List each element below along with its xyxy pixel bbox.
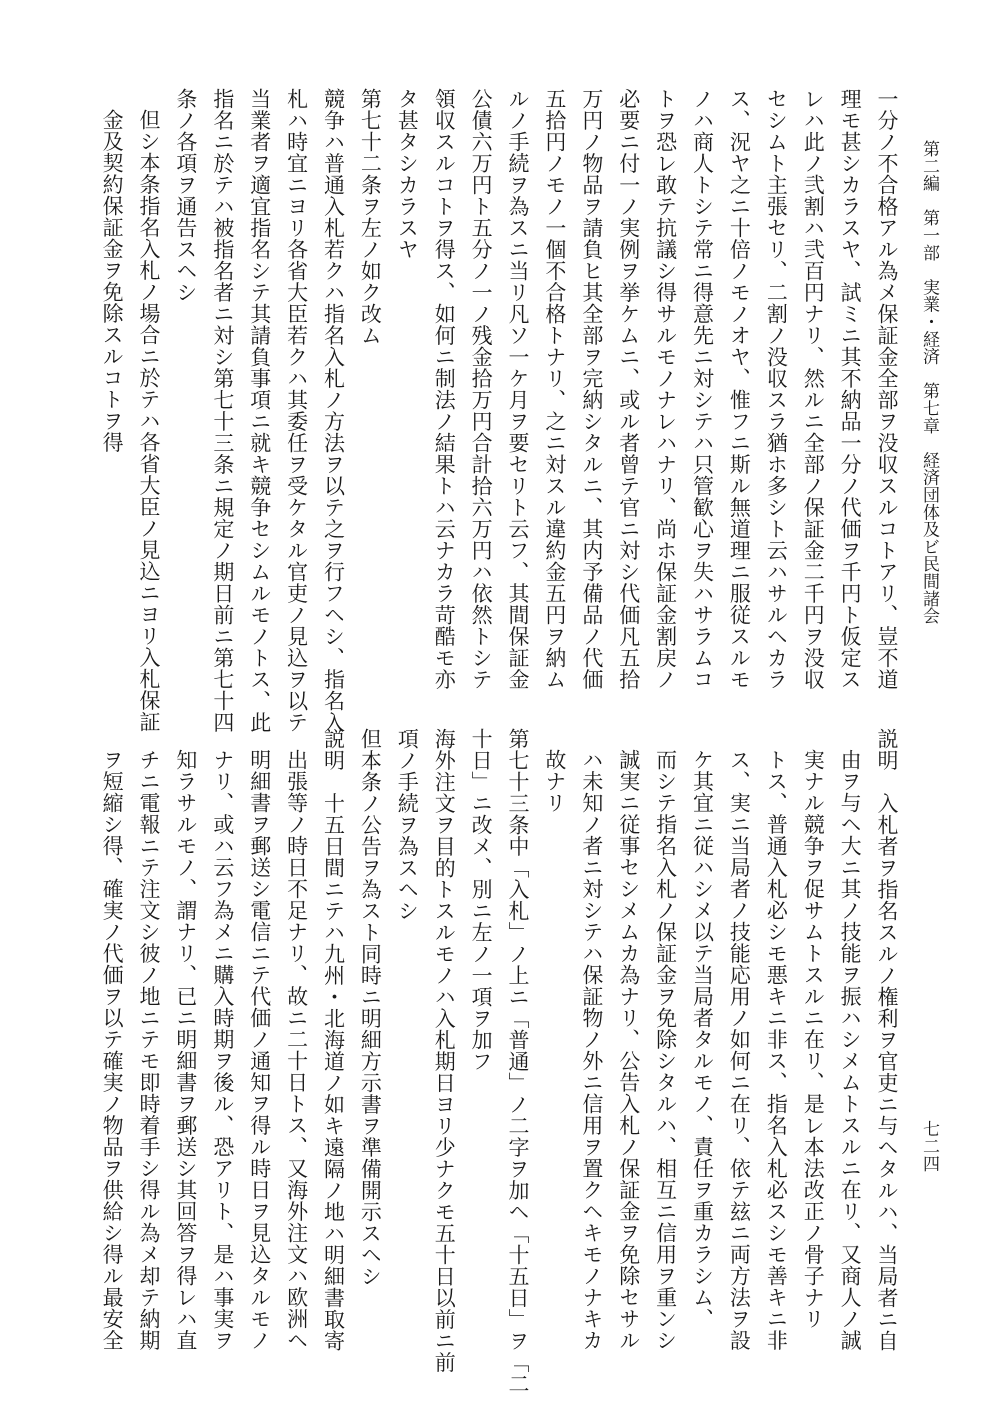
text-column: ナリ、或ハ云フ為メニ購入時期ヲ後ル、恐アリト、是ハ事実ヲ	[210, 749, 235, 1351]
text-column: 説明 入札者ヲ指名スルノ権利ヲ官吏ニ与ヘタルハ、当局者ニ自	[875, 728, 899, 1352]
text-column: 項ノ手続ヲ為スヘシ	[395, 728, 420, 922]
running-header: 第二編 第一部 実業・経済 第七章 経済団体及ビ民間諸会	[919, 140, 939, 625]
text-column: ヲ短縮シ得、確実ノ代価ヲ以テ確実ノ物品ヲ供給シ得ル最安全	[100, 749, 125, 1351]
text-column: チニ電報ニテ注文シ彼ノ地ニテモ即時着手シ得ル為メ却テ納期	[137, 749, 161, 1351]
text-column: 説明 十五日間ニテハ九州・北海道ノ如キ遠隔ノ地ハ明細書取寄	[321, 728, 346, 1352]
text-column: 指名ニ於テハ被指名者ニ対シ第七十三条ニ規定ノ期日前ニ第七十四	[210, 88, 235, 733]
text-column: ノハ商人トシテ常ニ得意先ニ対シテハ只管歓心ヲ失ハサラムコ	[690, 88, 715, 690]
text-column: ス、況ヤ之ニ十倍ノモノオヤ、惟フニ斯ル無道理ニ服従スルモ	[727, 88, 752, 690]
text-column: 当業者ヲ適宜指名シテ其請負事項ニ就キ競争セシムルモノトス、此	[247, 88, 272, 733]
text-column: ルノ手続ヲ為スニ当リ凡ソ一ケ月ヲ要セリト云フ、其間保証金	[506, 88, 530, 690]
text-column: 十日」ニ改メ、別ニ左ノ一項ヲ加フ	[469, 728, 494, 1072]
text-column: ハ未知ノ者ニ対シテハ保証物ノ外ニ信用ヲ置クヘキモノナキカ	[579, 749, 604, 1351]
text-column: 誠実ニ従事セシメムカ為ナリ、公告入札ノ保証金ヲ免除セサル	[616, 749, 641, 1351]
text-column: 五拾円ノモノ一個不合格トナリ、之ニ対スル違約金五円ヲ納ム	[542, 88, 567, 690]
text-column: レハ此ノ弐割ハ弐百円ナリ、然ルニ全部ノ保証金二千円ヲ没収	[801, 88, 826, 690]
text-column: 必要ニ付一ノ実例ヲ挙ケムニ、或ル者曾テ官ニ対シ代価凡五拾	[616, 88, 641, 690]
text-column: 由ヲ与ヘ大ニ其ノ技能ヲ振ハシメムトスルニ在リ、又商人ノ誠	[838, 749, 863, 1351]
text-column: 故ナリ	[542, 749, 567, 814]
text-column: タ甚タシカラスヤ	[395, 88, 420, 260]
text-column: 一分ノ不合格アル為メ保証金全部ヲ没収スルコトアリ、豈不道	[875, 88, 899, 690]
text-column: 第七十二条ヲ左ノ如ク改ム	[358, 88, 383, 346]
text-column: 札ハ時宜ニヨリ各省大臣若クハ其委任ヲ受ケタル官吏ノ見込ヲ以テ	[284, 88, 309, 733]
text-column: 条ノ各項ヲ通告スヘシ	[173, 88, 198, 303]
text-column: セシムト主張セリ、二割ノ没収スラ猶ホ多シト云ハサルヘカラ	[764, 88, 789, 690]
text-column: トス、普通入札必シモ悪キニ非ス、指名入札必スシモ善キニ非	[764, 749, 789, 1351]
page-number: 七二四	[919, 1120, 939, 1173]
text-column: 金及契約保証金ヲ免除スルコトヲ得	[100, 109, 125, 453]
text-column: 公債六万円ト五分ノ一ノ残金拾万円合計拾六万円ハ依然トシテ	[469, 88, 494, 690]
text-column: ケ其宜ニ従ハシメ以テ当局者タルモノ、責任ヲ重カラシム、	[690, 749, 715, 1330]
text-column: トヲ恐レ敢テ抗議シ得サルモノナレハナリ、尚ホ保証金割戻ノ	[653, 88, 678, 690]
text-column: 明細書ヲ郵送シ電信ニテ代価ノ通知ヲ得ル時日ヲ見込タルモノ	[247, 749, 272, 1351]
text-column: 但本条ノ公告ヲ為スト同時ニ明細方示書ヲ準備開示スヘシ	[358, 728, 383, 1287]
text-column: 出張等ノ時日不足ナリ、故ニ二十日トス、又海外注文ハ欧洲ヘ	[284, 749, 309, 1351]
text-column: 理モ甚シカラスヤ、試ミニ其不納品一分ノ代価ヲ千円ト仮定ス	[838, 88, 863, 690]
text-column: 万円ノ物品ヲ請負ヒ其全部ヲ完納シタルニ、其内予備品ノ代価	[579, 88, 604, 690]
text-column: 知ラサルモノ、謂ナリ、已ニ明細書ヲ郵送シ其回答ヲ得レハ直	[173, 749, 198, 1351]
text-column: 第七十三条中「入札」ノ上ニ「普通」ノ二字ヲ加ヘ「十五日」ヲ「二	[506, 728, 530, 1395]
text-column: 実ナル競争ヲ促サムトスルニ在リ、是レ本法改正ノ骨子ナリ	[801, 749, 826, 1330]
text-column: 海外注文ヲ目的トスルモノハ入札期日ヨリ少ナクモ五十日以前ニ前	[432, 728, 457, 1373]
text-column: ス、実ニ当局者ノ技能応用ノ如何ニ在リ、依テ玆ニ両方法ヲ設	[727, 749, 752, 1351]
text-column: 而シテ指名入札ノ保証金ヲ免除シタルハ、相互ニ信用ヲ重ンシ	[653, 749, 678, 1351]
text-column: 領収スルコトヲ得ス、如何ニ制法ノ結果トハ云ナカラ苛酷モ亦	[432, 88, 457, 690]
text-column: 但シ本条指名入札ノ場合ニ於テハ各省大臣ノ見込ニヨリ入札保証	[137, 109, 161, 733]
text-column: 競争ハ普通入札若クハ指名入札ノ方法ヲ以テ之ヲ行フヘシ、指名入	[321, 88, 346, 733]
